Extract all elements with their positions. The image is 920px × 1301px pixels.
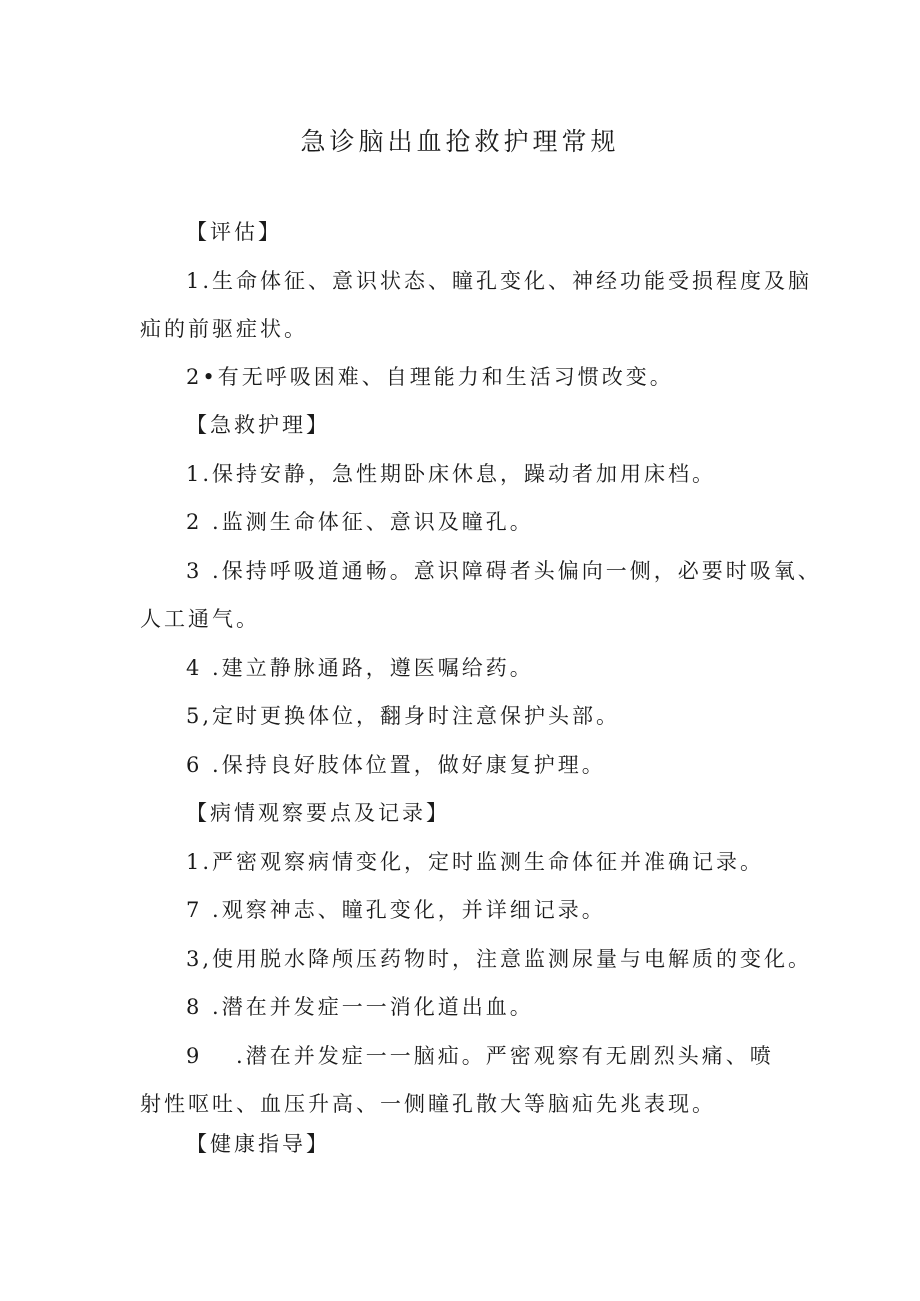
paragraph-line: 3,使用脱水降颅压药物时，注意监测尿量与电解质的变化。	[186, 947, 813, 971]
paragraph-line: 1.生命体征、意识状态、瞳孔变化、神经功能受损程度及脑	[186, 269, 813, 293]
paragraph-line: 射性呕吐、血压升高、一侧瞳孔散大等脑疝先兆表现。	[140, 1092, 716, 1116]
document-title: 急诊脑出血抢救护理常规	[300, 127, 620, 156]
paragraph-line: 9 .潜在并发症一一脑疝。严密观察有无剧烈头痛、喷	[186, 1044, 774, 1068]
paragraph-line: 人工通气。	[140, 607, 260, 631]
paragraph-line: 疝的前驱症状。	[140, 317, 308, 341]
paragraph-line: 2•有无呼吸困难、自理能力和生活习惯改变。	[186, 365, 674, 389]
paragraph-line: 3 .保持呼吸道通畅。意识障碍者头偏向一侧，必要时吸氧、	[186, 559, 822, 583]
paragraph-line: 7 .观察神志、瞳孔变化，并详细记录。	[186, 898, 606, 922]
paragraph-line: 8 .潜在并发症一一消化道出血。	[186, 995, 534, 1019]
paragraph-line: 5,定时更换体位，翻身时注意保护头部。	[186, 704, 621, 728]
section-heading-emergency-care: 【急救护理】	[186, 413, 330, 437]
paragraph-line: 2 .监测生命体征、意识及瞳孔。	[186, 510, 534, 534]
section-heading-health-guidance: 【健康指导】	[186, 1132, 330, 1156]
paragraph-line: 4 .建立静脉通路，遵医嘱给药。	[186, 656, 534, 680]
paragraph-line: 1.保持安静，急性期卧床休息，躁动者加用床档。	[186, 462, 717, 486]
paragraph-line: 1.严密观察病情变化，定时监测生命体征并准确记录。	[186, 850, 765, 874]
section-heading-assessment: 【评估】	[186, 220, 282, 244]
paragraph-line: 6 .保持良好肢体位置，做好康复护理。	[186, 753, 606, 777]
section-heading-observation: 【病情观察要点及记录】	[186, 801, 450, 825]
